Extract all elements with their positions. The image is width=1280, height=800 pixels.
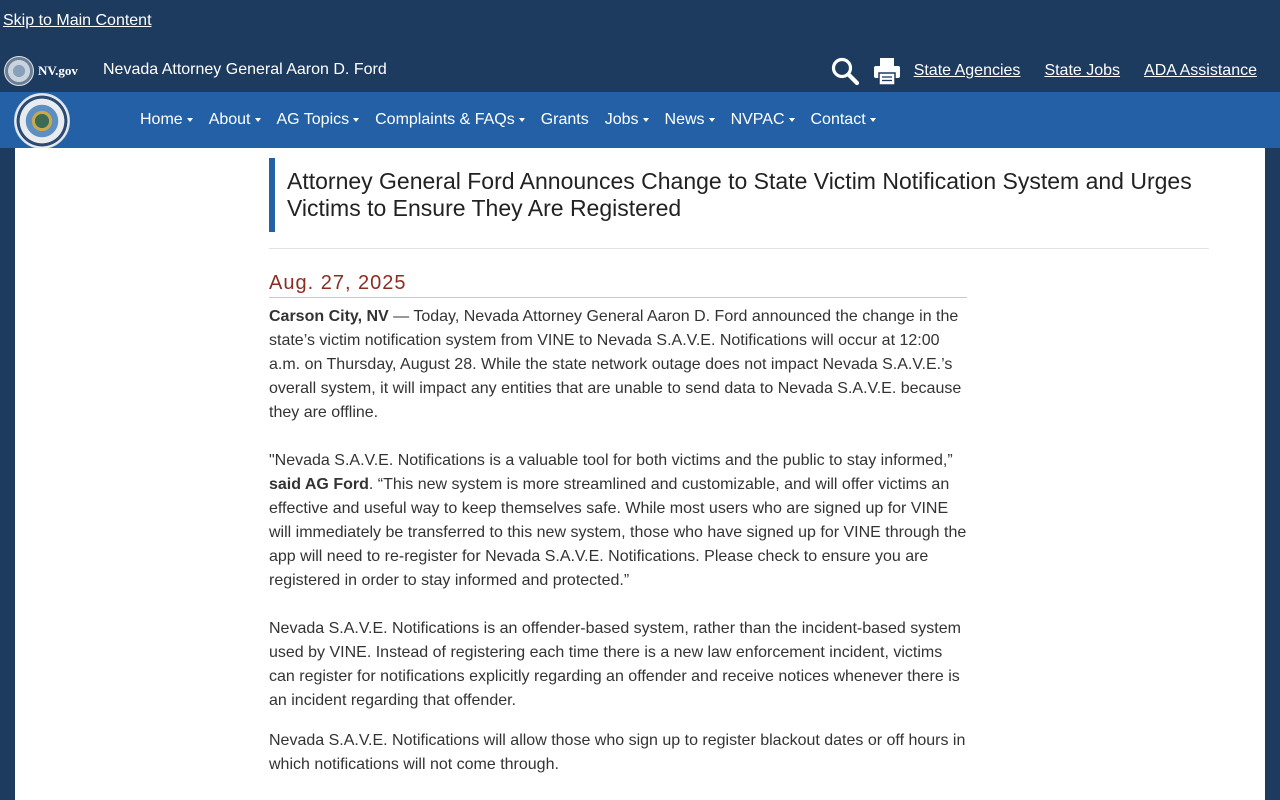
speaker-attribution: said AG Ford — [269, 476, 369, 493]
print-icon[interactable] — [872, 56, 902, 86]
nav-item-grants[interactable]: Grants — [540, 111, 589, 128]
utility-links — [830, 56, 1257, 86]
caret-down-icon — [870, 118, 876, 122]
article-body — [269, 305, 969, 777]
article-date: Aug. 27, 2025 — [269, 272, 407, 294]
caret-down-icon — [789, 118, 795, 122]
caret-down-icon — [709, 118, 715, 122]
top-utility-bar — [0, 0, 1280, 92]
title-divider — [269, 248, 1209, 249]
ada-assistance-link[interactable]: ADA Assistance — [1144, 62, 1257, 79]
nav-item-news[interactable]: News — [665, 111, 715, 129]
nav-item-ag-topics[interactable]: AG Topics — [277, 111, 360, 129]
paragraph-3: Nevada S.A.V.E. Notifications is an offender-based system, rather than the incident-based system used by VINE. Instead of registering each time there is a new law enforcement incident, victims can register for notifications explicitly regarding an offender and receive notices whenever there is an incident regarding that offender. — [269, 620, 961, 709]
site-title[interactable]: Nevada Attorney General Aaron D. Ford — [103, 61, 387, 78]
caret-down-icon — [353, 118, 359, 122]
state-jobs-link[interactable]: State Jobs — [1044, 62, 1121, 79]
caret-down-icon — [643, 118, 649, 122]
nav-item-contact[interactable]: Contact — [811, 111, 876, 129]
main-content — [15, 148, 1265, 800]
caret-down-icon — [519, 118, 525, 122]
paragraph-2: "Nevada S.A.V.E. Notifications is a valuable tool for both victims and the public to stay informed,” said AG Ford. “This new system is more streamlined and customizable, and will offer victims an effective and useful way to keep themselves safe. While most users who are signed up for VINE will immediately be transferred to this new system, those who have signed up for VINE through the app will need to re-register for Nevada S.A.V.E. Notifications. Please check to ensure you are registered in order to stay informed and protected.” — [269, 452, 967, 589]
dateline: Carson City, NV — [269, 308, 389, 325]
nvgov-logo[interactable] — [4, 56, 78, 86]
date-divider — [269, 297, 967, 298]
nav-item-jobs[interactable]: Jobs — [605, 111, 649, 129]
paragraph-4: Nevada S.A.V.E. Notifications will allow those who sign up to register blackout dates or off hours in which notifications will not come through. — [269, 732, 966, 773]
nav-menu — [140, 92, 892, 148]
paragraph-1: Carson City, NV — Today, Nevada Attorney General Aaron D. Ford announced the change in the state’s victim notification system from VINE to Nevada S.A.V.E. Notifications will occur at 12:00 a.m. on Thursday, August 28. While the state network outage does not impact Nevada S.A.V.E.’s overall system, it will impact any entities that are unable to send data to Nevada S.A.V.E. because they are offline. — [269, 308, 962, 421]
nvgov-label: NV.gov — [38, 63, 78, 78]
nav-item-home[interactable]: Home — [140, 111, 193, 129]
search-icon[interactable] — [830, 56, 860, 86]
nav-item-complaints-faqs[interactable]: Complaints & FAQs — [375, 111, 525, 129]
caret-down-icon — [187, 118, 193, 122]
nevada-seal-icon — [4, 56, 34, 86]
article-title: Attorney General Ford Announces Change to State Victim Notification System and Urges Victims to Ensure They Are Registered — [269, 158, 1209, 232]
caret-down-icon — [255, 118, 261, 122]
nav-item-about[interactable]: About — [209, 111, 261, 129]
main-navigation — [0, 92, 1280, 148]
nav-item-nvpac[interactable]: NVPAC — [731, 111, 795, 129]
skip-to-main-link[interactable]: Skip to Main Content — [3, 12, 152, 29]
state-agencies-link[interactable]: State Agencies — [913, 62, 1021, 79]
attorney-general-seal-icon[interactable] — [14, 93, 70, 149]
